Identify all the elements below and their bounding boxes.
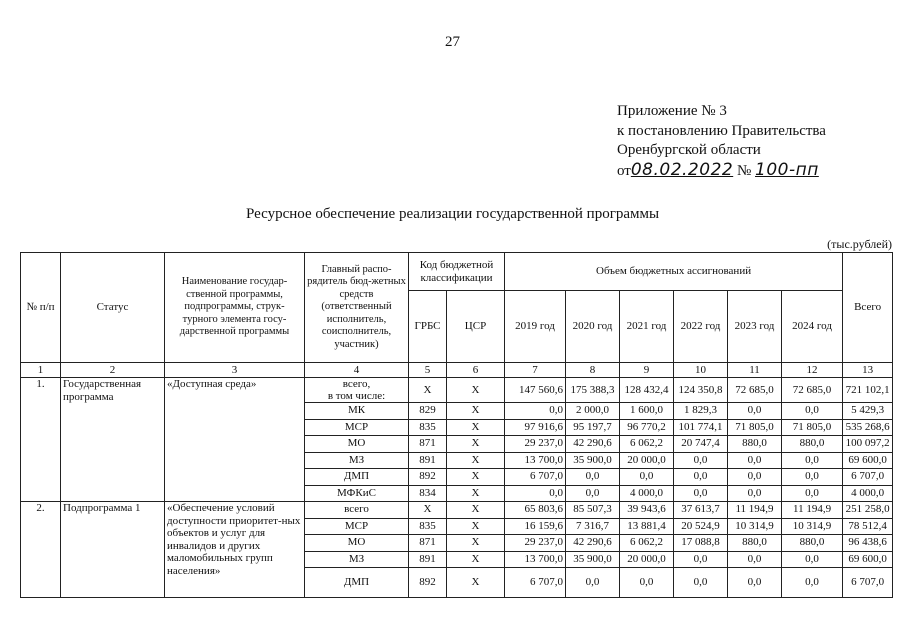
column-number: 12 (782, 363, 843, 378)
year-value-cell: 20 747,4 (674, 436, 728, 453)
year-value-cell: 175 388,3 (566, 378, 620, 403)
year-value-cell: 16 159,6 (505, 518, 566, 535)
grbs-cell: 834 (409, 485, 447, 502)
grbs-cell: 892 (409, 568, 447, 598)
column-number: 8 (566, 363, 620, 378)
column-number: 9 (620, 363, 674, 378)
manager-cell: ДМП (305, 568, 409, 598)
manager-cell: ДМП (305, 469, 409, 486)
handwritten-date: 08.02.2022 (630, 159, 734, 180)
year-value-cell: 6 707,0 (505, 469, 566, 486)
grbs-cell: 892 (409, 469, 447, 486)
grbs-cell: 871 (409, 436, 447, 453)
year-value-cell: 20 000,0 (620, 551, 674, 568)
date-prefix: от (617, 162, 631, 179)
year-value-cell: 0,0 (782, 568, 843, 598)
year-value-cell: 0,0 (782, 403, 843, 420)
year-value-cell: 29 237,0 (505, 436, 566, 453)
status-cell: Подпрограмма 1 (61, 502, 165, 598)
year-value-cell: 880,0 (782, 535, 843, 552)
total-cell: 251 258,0 (843, 502, 893, 519)
grbs-cell: Х (409, 502, 447, 519)
header-year: 2024 год (782, 291, 843, 363)
year-value-cell: 880,0 (728, 436, 782, 453)
total-cell: 6 707,0 (843, 469, 893, 486)
manager-cell: МК (305, 403, 409, 420)
year-value-cell: 0,0 (505, 403, 566, 420)
row-number-cell: 2. (21, 502, 61, 598)
year-value-cell: 10 314,9 (782, 518, 843, 535)
csr-cell: Х (447, 518, 505, 535)
manager-cell: всего, в том числе: (305, 378, 409, 403)
total-cell: 69 600,0 (843, 551, 893, 568)
year-value-cell: 0,0 (566, 568, 620, 598)
table-body (21, 378, 893, 598)
year-value-cell: 13 700,0 (505, 551, 566, 568)
year-value-cell: 11 194,9 (782, 502, 843, 519)
year-value-cell: 85 507,3 (566, 502, 620, 519)
appendix-line-2: к постановлению Правительства (617, 122, 826, 139)
year-value-cell: 95 197,7 (566, 419, 620, 436)
year-value-cell: 0,0 (620, 568, 674, 598)
header-year: 2022 год (674, 291, 728, 363)
year-value-cell: 20 000,0 (620, 452, 674, 469)
column-number: 5 (409, 363, 447, 378)
row-number-cell: 1. (21, 378, 61, 502)
appendix-line-3: Оренбургской области (617, 142, 761, 158)
year-value-cell: 0,0 (674, 469, 728, 486)
year-value-cell: 0,0 (728, 568, 782, 598)
year-value-cell: 4 000,0 (620, 485, 674, 502)
year-value-cell: 17 088,8 (674, 535, 728, 552)
manager-cell: МЗ (305, 452, 409, 469)
header-total: Всего (843, 253, 893, 363)
year-value-cell: 0,0 (782, 469, 843, 486)
table-row (21, 502, 893, 519)
manager-cell: МСР (305, 518, 409, 535)
header-grbs: ГРБС (409, 291, 447, 363)
column-number: 10 (674, 363, 728, 378)
csr-cell: Х (447, 568, 505, 598)
header-status: Статус (61, 253, 165, 363)
year-value-cell: 880,0 (728, 535, 782, 552)
units-label: (тыс.рублей) (827, 237, 892, 251)
total-cell: 96 438,6 (843, 535, 893, 552)
header-csr: ЦСР (447, 291, 505, 363)
grbs-cell: 891 (409, 452, 447, 469)
year-value-cell: 7 316,7 (566, 518, 620, 535)
csr-cell: Х (447, 378, 505, 403)
column-number: 4 (305, 363, 409, 378)
total-cell: 721 102,1 (843, 378, 893, 403)
column-number: 11 (728, 363, 782, 378)
manager-cell: МЗ (305, 551, 409, 568)
year-value-cell: 20 524,9 (674, 518, 728, 535)
year-value-cell: 128 432,4 (620, 378, 674, 403)
total-cell: 69 600,0 (843, 452, 893, 469)
year-value-cell: 1 829,3 (674, 403, 728, 420)
year-value-cell: 0,0 (674, 485, 728, 502)
csr-cell: Х (447, 535, 505, 552)
header-year: 2023 год (728, 291, 782, 363)
year-value-cell: 39 943,6 (620, 502, 674, 519)
year-value-cell: 1 600,0 (620, 403, 674, 420)
year-value-cell: 880,0 (782, 436, 843, 453)
manager-cell: МСР (305, 419, 409, 436)
year-value-cell: 35 900,0 (566, 551, 620, 568)
column-number: 2 (61, 363, 165, 378)
year-value-cell: 6 062,2 (620, 535, 674, 552)
header-year: 2020 год (566, 291, 620, 363)
total-cell: 78 512,4 (843, 518, 893, 535)
header-year: 2021 год (620, 291, 674, 363)
total-cell: 535 268,6 (843, 419, 893, 436)
year-value-cell: 65 803,6 (505, 502, 566, 519)
total-cell: 6 707,0 (843, 568, 893, 598)
year-value-cell: 72 685,0 (782, 378, 843, 403)
year-value-cell: 124 350,8 (674, 378, 728, 403)
document-title: Ресурсное обеспечение реализации государственной программы (245, 206, 660, 222)
year-value-cell: 11 194,9 (728, 502, 782, 519)
year-value-cell: 13 700,0 (505, 452, 566, 469)
csr-cell: Х (447, 485, 505, 502)
header-main-manager: Главный распо-рядитель бюд-жетных средств (ответственный исполнитель, соисполнитель, участник) (305, 253, 409, 363)
manager-cell: МО (305, 535, 409, 552)
year-value-cell: 101 774,1 (674, 419, 728, 436)
appendix-line-1: Приложение № 3 (617, 103, 727, 119)
csr-cell: Х (447, 551, 505, 568)
column-number: 3 (165, 363, 305, 378)
csr-cell: Х (447, 502, 505, 519)
grbs-cell: 829 (409, 403, 447, 420)
manager-cell: МО (305, 436, 409, 453)
program-name-cell: «Доступная среда» (165, 378, 305, 502)
total-cell: 5 429,3 (843, 403, 893, 420)
year-value-cell: 2 000,0 (566, 403, 620, 420)
grbs-cell: 835 (409, 518, 447, 535)
year-value-cell: 10 314,9 (728, 518, 782, 535)
year-value-cell: 0,0 (782, 551, 843, 568)
header-num: № п/п (21, 253, 61, 363)
year-value-cell: 6 062,2 (620, 436, 674, 453)
manager-cell: всего (305, 502, 409, 519)
year-value-cell: 71 805,0 (782, 419, 843, 436)
year-value-cell: 0,0 (782, 452, 843, 469)
csr-cell: Х (447, 436, 505, 453)
year-value-cell: 0,0 (674, 568, 728, 598)
year-value-cell: 0,0 (728, 551, 782, 568)
year-value-cell: 0,0 (674, 551, 728, 568)
grbs-cell: 871 (409, 535, 447, 552)
year-value-cell: 0,0 (728, 469, 782, 486)
column-number: 13 (843, 363, 893, 378)
csr-cell: Х (447, 469, 505, 486)
year-value-cell: 0,0 (620, 469, 674, 486)
header-allocations: Объем бюджетных ассигнований (505, 253, 843, 291)
appendix-date-line (617, 161, 826, 182)
year-value-cell: 0,0 (728, 452, 782, 469)
year-value-cell: 0,0 (728, 403, 782, 420)
column-number: 1 (21, 363, 61, 378)
year-value-cell: 71 805,0 (728, 419, 782, 436)
year-value-cell: 0,0 (566, 485, 620, 502)
year-value-cell: 13 881,4 (620, 518, 674, 535)
column-number: 7 (505, 363, 566, 378)
header-budget-code: Код бюджетной классификации (409, 253, 505, 291)
total-cell: 100 097,2 (843, 436, 893, 453)
year-value-cell: 42 290,6 (566, 436, 620, 453)
year-value-cell: 0,0 (674, 452, 728, 469)
year-value-cell: 147 560,6 (505, 378, 566, 403)
header-year: 2019 год (505, 291, 566, 363)
total-cell: 4 000,0 (843, 485, 893, 502)
column-number: 6 (447, 363, 505, 378)
year-value-cell: 0,0 (566, 469, 620, 486)
year-value-cell: 37 613,7 (674, 502, 728, 519)
year-value-cell: 6 707,0 (505, 568, 566, 598)
manager-cell: МФКиС (305, 485, 409, 502)
grbs-cell: Х (409, 378, 447, 403)
grbs-cell: 835 (409, 419, 447, 436)
year-value-cell: 72 685,0 (728, 378, 782, 403)
year-value-cell: 35 900,0 (566, 452, 620, 469)
handwritten-number: 100-пп (755, 159, 819, 180)
appendix-block (617, 102, 826, 181)
grbs-cell: 891 (409, 551, 447, 568)
column-numbers-row (21, 363, 893, 378)
csr-cell: Х (447, 403, 505, 420)
csr-cell: Х (447, 419, 505, 436)
year-value-cell: 96 770,2 (620, 419, 674, 436)
year-value-cell: 97 916,6 (505, 419, 566, 436)
year-value-cell: 42 290,6 (566, 535, 620, 552)
year-value-cell: 29 237,0 (505, 535, 566, 552)
csr-cell: Х (447, 452, 505, 469)
header-name: Наименование государ-ственной программы, подпрограммы, струк-турного элемента госу-дарственной программы (165, 253, 305, 363)
program-name-cell: «Обеспечение условий доступности приоритет-ных объектов и услуг для инвалидов и других маломобильных групп населения» (165, 502, 305, 598)
year-value-cell: 0,0 (782, 485, 843, 502)
year-value-cell: 0,0 (505, 485, 566, 502)
table-row (21, 378, 893, 403)
status-cell: Государственная программа (61, 378, 165, 502)
page-number: 27 (445, 34, 460, 50)
year-value-cell: 0,0 (728, 485, 782, 502)
number-sign: № (736, 162, 752, 179)
budget-table (20, 252, 893, 598)
